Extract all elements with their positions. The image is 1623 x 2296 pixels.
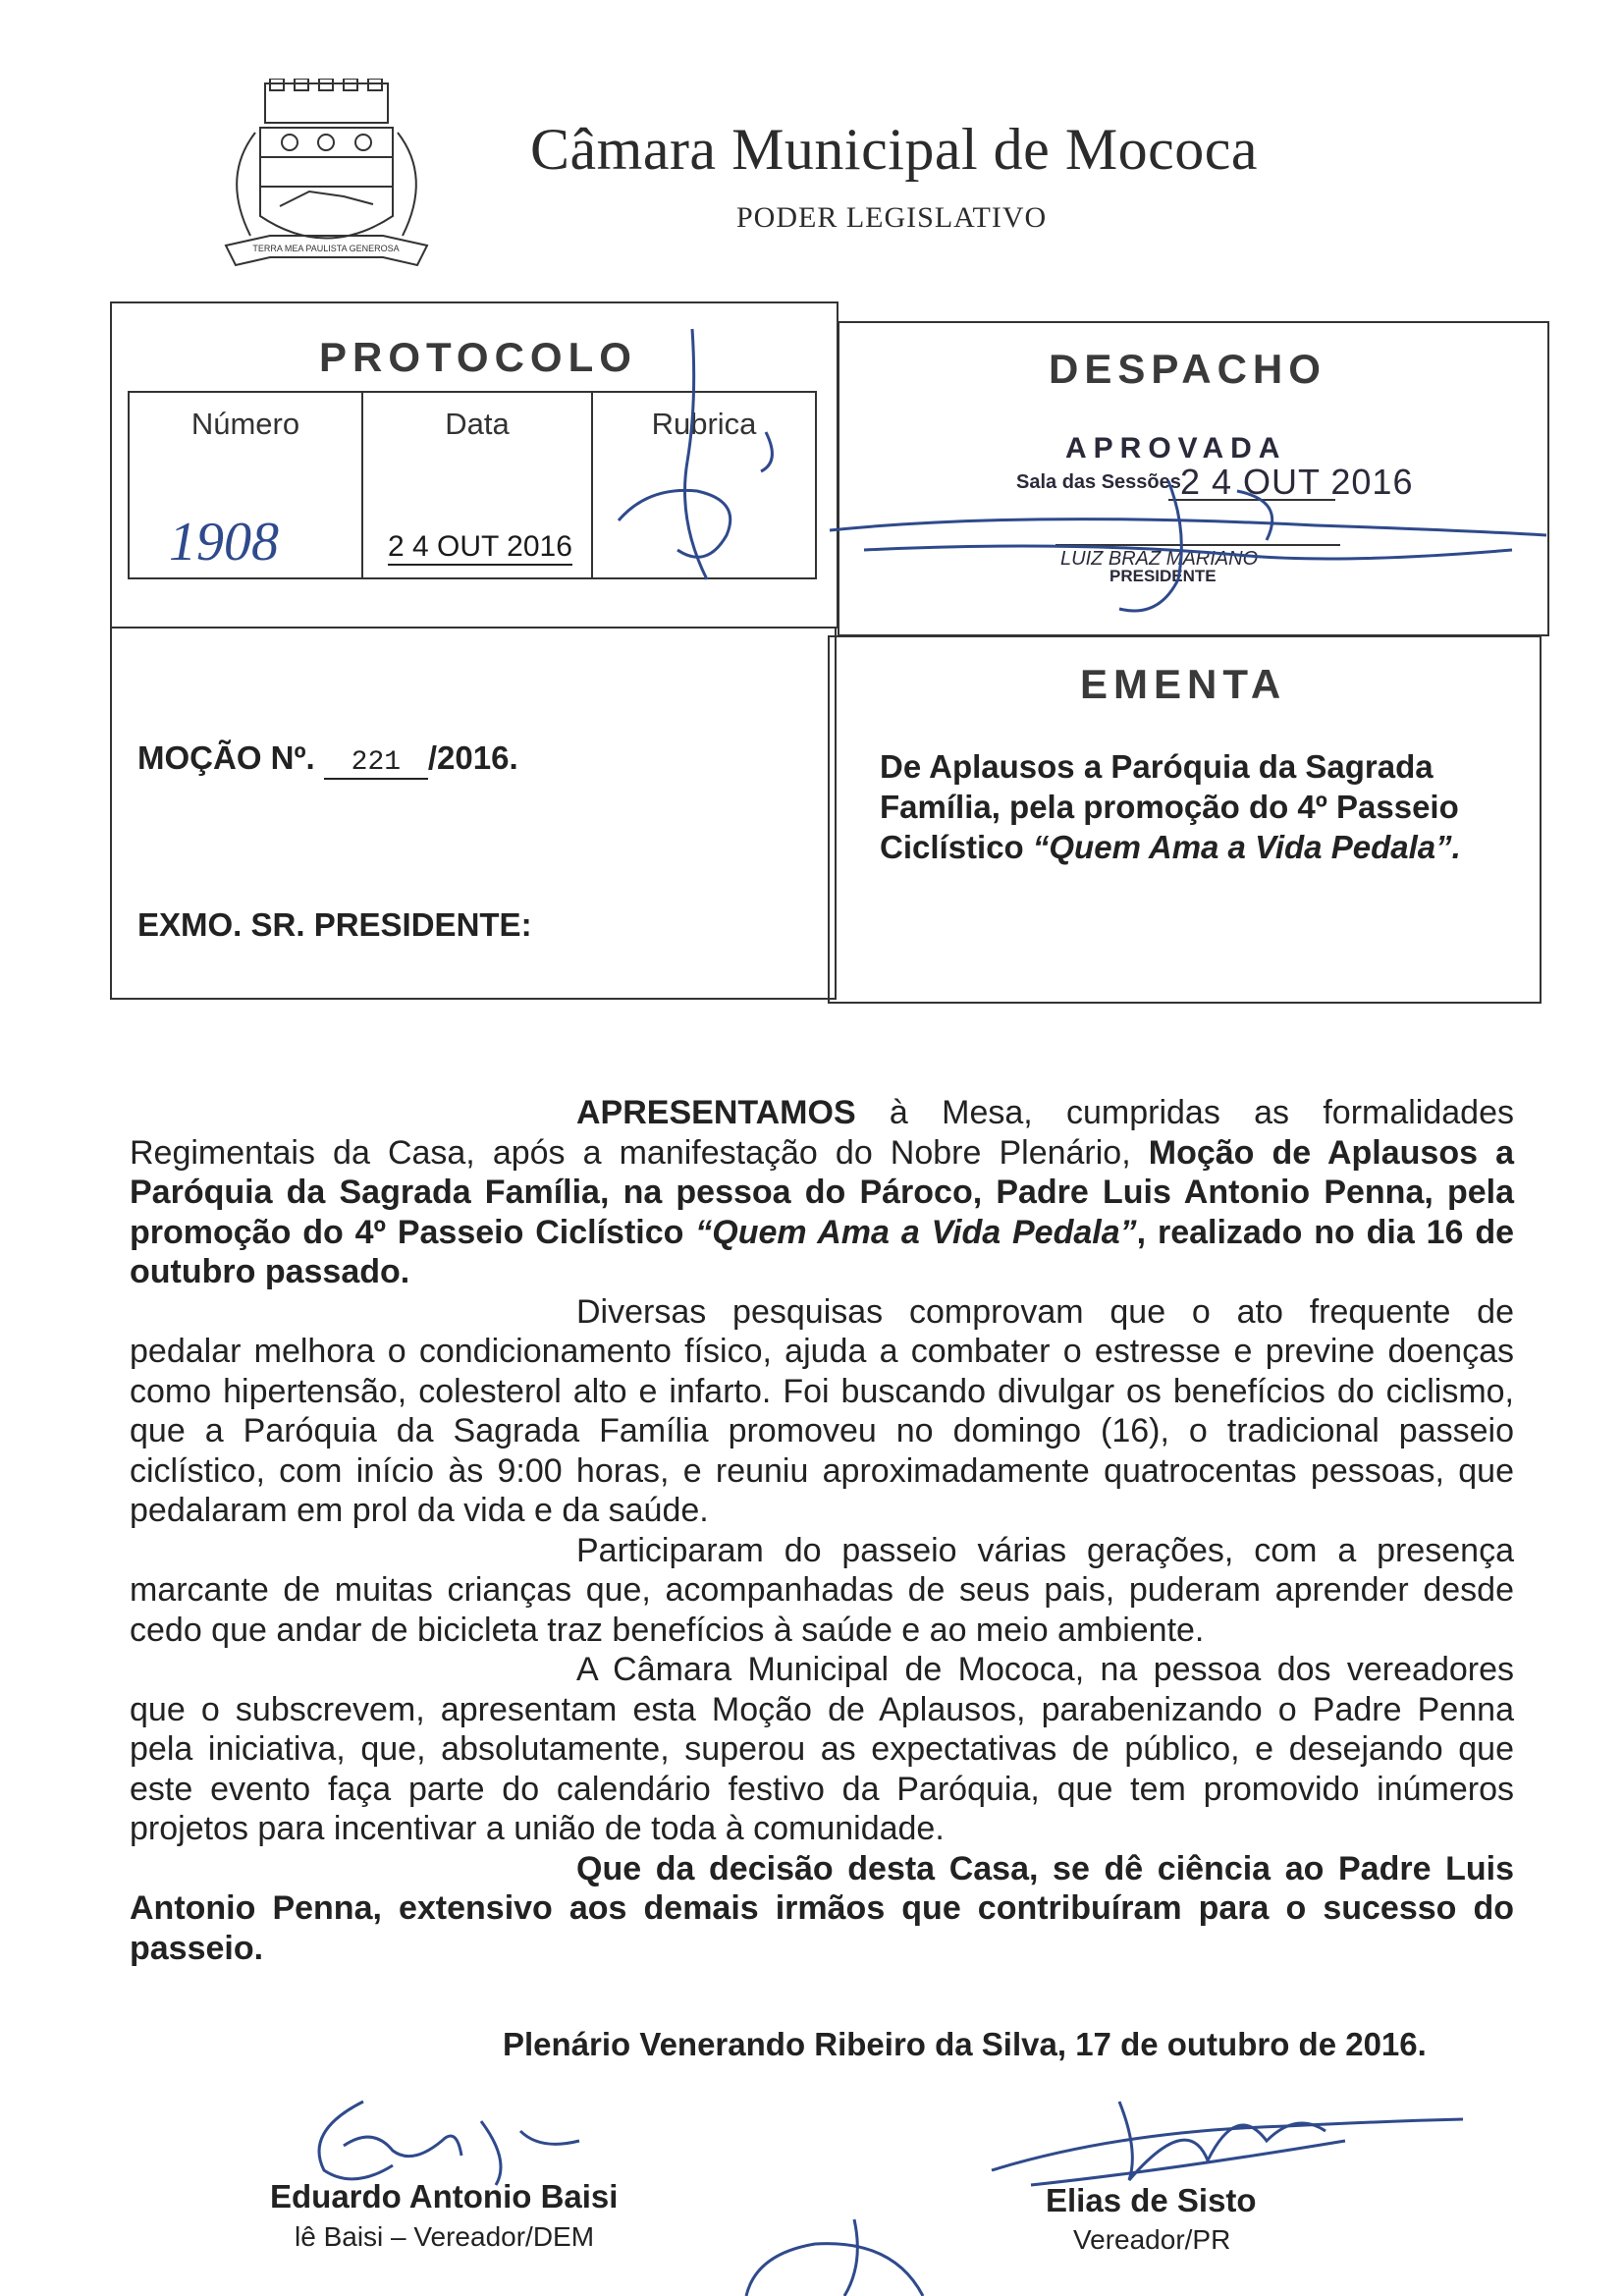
ementa-text-italic: “Quem Ama a Vida Pedala”. <box>1032 829 1461 865</box>
signatory-2-name: Elias de Sisto <box>1046 2182 1257 2218</box>
signatory-1-name: Eduardo Antonio Baisi <box>270 2178 619 2214</box>
p1-bold-end: , realizado no dia 16 de outubro passado. <box>130 1213 1514 1290</box>
col-numero <box>130 393 363 577</box>
paragraph-5: Que da decisão desta Casa, se dê ciência ao Padre Luis Antonio Penna, extensivo aos demais irmãos que contribuíram para o sucesso do passeio. <box>130 1849 1514 1967</box>
president-signature <box>825 471 1551 629</box>
paragraph-3: Participaram do passeio várias gerações, com a presença marcante de muitas crianças que, acompanhadas de seus pais, puderam aprender desde cedo que andar de bicicleta traz benefícios à saúde e ao meio ambiente. <box>130 1531 1514 1649</box>
paragraph-2: Diversas pesquisas comprovam que o ato frequente de pedalar melhora o condicionamento físico, ajuda a combater o estresse e previne doenças como hipertensão, colesterol alto e infarto. Foi buscando divulgar os benefícios do ciclismo, que a Paróquia da Sagrada Família promoveu no domingo (16), o tradicional passeio ciclístico, com início às 9:00 horas, e reuniu aproximadamente quatrocentas pessoas, que pedalaram em prol da vida e da saúde. <box>130 1292 1514 1529</box>
mocao-year: /2016. <box>427 739 518 776</box>
ementa-title: EMENTA <box>1080 661 1287 707</box>
addressee: EXMO. SR. PRESIDENTE: <box>137 906 532 943</box>
approved-stamp: APROVADA <box>1065 432 1287 465</box>
protocol-number: 1908 <box>169 512 279 573</box>
sessions-label: Sala das Sessões <box>1016 471 1181 493</box>
paragraph-1 <box>130 1093 1514 1292</box>
paragraph-4: A Câmara Municipal de Mococa, na pessoa dos vereadores que o subscrevem, apresentam esta Moção de Aplausos, parabenizando o Padre Penna pela iniciativa, que, absolutamente, superou as expectativas de público, e desejando que este evento faça parte do calendário festivo da Paróquia, que tem promovido inúmeros projetos para incentivar a união de toda à comunidade. <box>130 1651 1514 1847</box>
signature-sisto <box>972 2072 1483 2200</box>
president-name: LUIZ BRAZ MARIANO <box>1060 548 1259 570</box>
p1-bold-start: APRESENTAMOS <box>576 1094 856 1131</box>
col-label-rubrica: Rubrica <box>651 407 757 441</box>
p1-bold-italic: “Quem Ama a Vida Pedala” <box>695 1213 1137 1251</box>
municipal-crest <box>211 79 442 285</box>
chamber-subtitle: PODER LEGISLATIVO <box>736 201 1048 234</box>
crest-motto: TERRA MEA PAULISTA GENEROSA <box>252 244 400 253</box>
closing-place-date: Plenário Venerando Ribeiro da Silva, 17 de outubro de 2016. <box>503 2026 1427 2062</box>
col-data <box>363 393 593 577</box>
president-role: PRESIDENTE <box>1109 567 1217 585</box>
protocolo-title: PROTOCOLO <box>319 334 637 380</box>
col-label-numero: Número <box>190 407 300 441</box>
third-signature <box>727 2214 943 2296</box>
ementa-text-plain: De Aplausos a Paróquia da Sagrada Família, pela promoção do 4º Passeio Ciclístico <box>880 748 1459 865</box>
sessions-date: 2 4 OUT 2016 <box>1180 462 1414 502</box>
p1-bold: Moção de Aplausos a Paróquia da Sagrada Família, na pessoa do Pároco, Padre Luis Antonio Penna, pela promoção do 4º Passeio Ciclístico <box>130 1133 1515 1251</box>
signatory-1-role: lê Baisi – Vereador/DEM <box>295 2221 595 2252</box>
rubrica-signature <box>560 324 825 599</box>
mocao-line <box>137 739 518 780</box>
mocao-box <box>110 627 837 1000</box>
signatory-2-role: Vereador/PR <box>1073 2224 1231 2255</box>
ementa-text <box>880 746 1528 867</box>
mocao-label: MOÇÃO Nº. <box>137 739 315 776</box>
chamber-name: Câmara Municipal de Mococa <box>530 117 1259 182</box>
protocol-date-stamp: 2 4 OUT 2016 <box>388 530 572 566</box>
motion-body <box>130 1093 1514 1968</box>
despacho-title: DESPACHO <box>1049 346 1326 392</box>
mocao-number: 221 <box>324 747 428 780</box>
p1-text: à Mesa, cumpridas as formalidades Regimentais da Casa, após a manifestação do Nobre Plenário, <box>130 1094 1514 1172</box>
col-label-data: Data <box>445 407 510 441</box>
